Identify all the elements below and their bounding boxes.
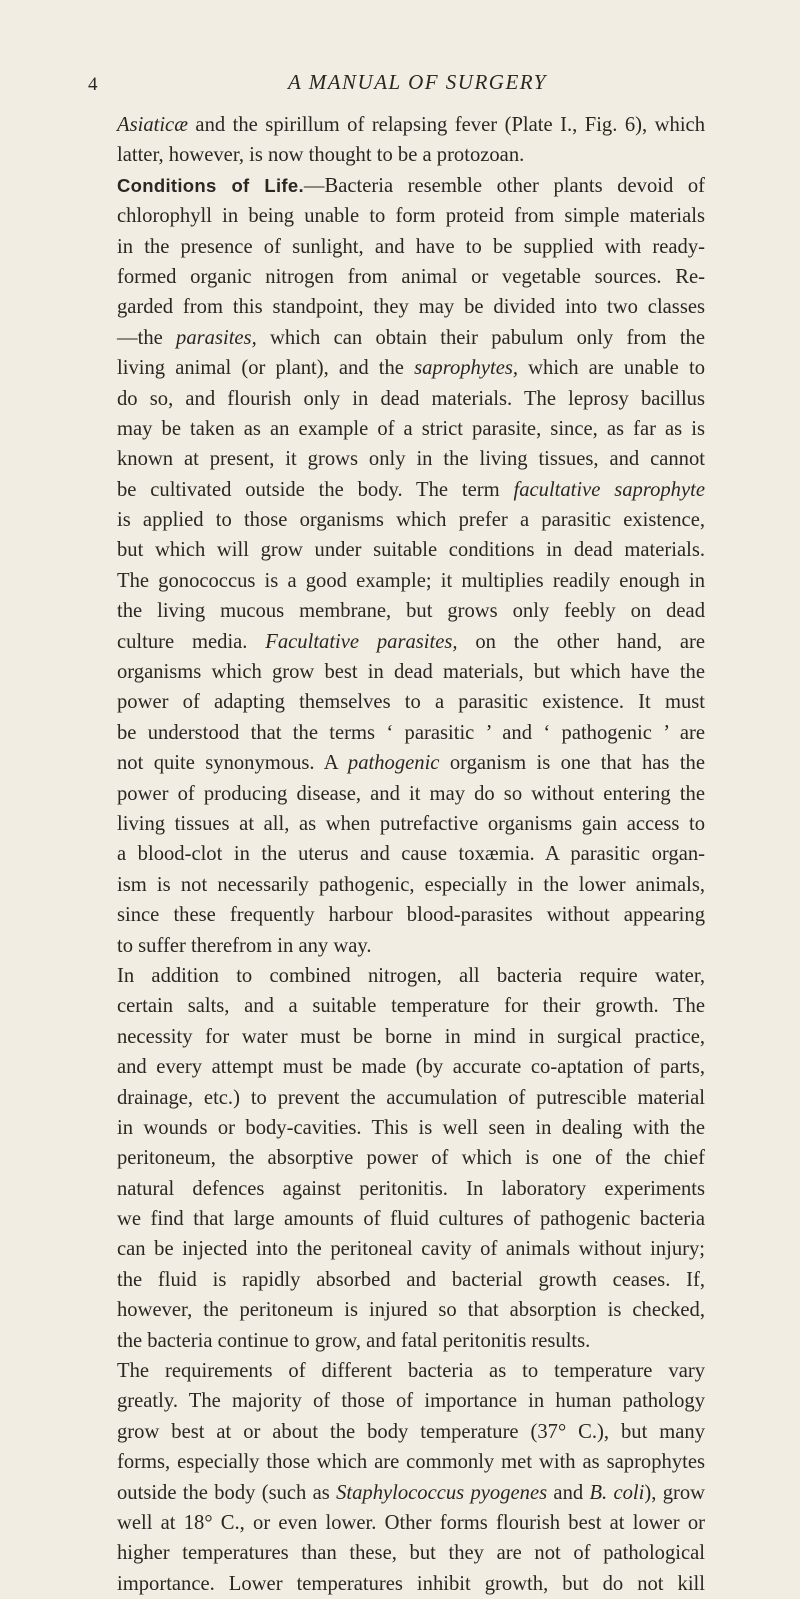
text-line xyxy=(117,1174,705,1204)
text-run: well at 18° C., or even lower. Other forms flourish best at lower or xyxy=(117,1511,705,1534)
text-run: In addition to combined nitrogen, all bacteria require water, xyxy=(117,964,705,987)
text-run: organism is one that has the xyxy=(439,752,705,775)
text-run: not quite synonymous. A xyxy=(117,752,348,775)
page-header xyxy=(0,68,800,98)
text-run: known at present, it grows only in the living tissues, and cannot xyxy=(117,448,705,471)
section-heading: Conditions of Life. xyxy=(117,174,304,196)
text-run: organisms which grow best in dead materials, but which have the xyxy=(117,661,705,684)
text-line xyxy=(117,779,705,809)
text-run: be understood that the terms ‘ parasitic ’ and ‘ pathogenic ’ are xyxy=(117,721,705,744)
text-line xyxy=(117,991,705,1021)
text-line xyxy=(117,748,705,778)
text-line xyxy=(117,687,705,717)
italic-term: B. coli xyxy=(589,1481,645,1504)
text-line xyxy=(117,1295,705,1325)
text-line xyxy=(117,1478,705,1508)
text-run: the fluid is rapidly absorbed and bacterial growth ceases. If, xyxy=(117,1268,705,1291)
text-line xyxy=(117,627,705,657)
text-run: living tissues at all, as when putrefactive organisms gain access to xyxy=(117,812,705,835)
text-line xyxy=(117,809,705,839)
text-run: The requirements of different bacteria as to temperature vary xyxy=(117,1360,705,1383)
text-line xyxy=(117,1204,705,1234)
text-run: we find that large amounts of fluid cultures of pathogenic bacteria xyxy=(117,1208,705,1231)
text-line xyxy=(117,1022,705,1052)
text-line xyxy=(117,353,705,383)
text-line xyxy=(117,1143,705,1173)
text-run: which can obtain their pabulum only from the xyxy=(256,326,705,349)
text-run: grow best at or about the body temperature (37° C.), but many xyxy=(117,1420,705,1443)
italic-term: Facultative parasites, xyxy=(265,630,458,653)
text-line xyxy=(117,323,705,353)
text-run: formed organic nitrogen from animal or vegetable sources. Re- xyxy=(117,265,705,288)
text-run: importance. Lower temperatures inhibit growth, but do not kill xyxy=(117,1572,705,1595)
text-run: the bacteria continue to grow, and fatal peritonitis results. xyxy=(117,1329,591,1352)
text-line xyxy=(117,475,705,505)
text-line xyxy=(117,535,705,565)
text-run: drainage, etc.) to prevent the accumulation of putrescible material xyxy=(117,1086,705,1109)
text-run: to suffer therefrom in any way. xyxy=(117,934,372,957)
italic-term: Staphylococcus pyogenes xyxy=(336,1481,548,1504)
text-run: but which will grow under suitable conditions in dead materials. xyxy=(117,539,705,562)
text-line xyxy=(117,262,705,292)
text-run: peritoneum, the absorptive power of which is one of the chief xyxy=(117,1147,705,1170)
text-run: may be taken as an example of a strict parasite, since, as far as is xyxy=(117,417,705,440)
text-run: a blood-clot in the uterus and cause toxæmia. A parasitic organ- xyxy=(117,843,705,866)
text-line xyxy=(117,1052,705,1082)
text-line xyxy=(117,1234,705,1264)
text-line xyxy=(117,1113,705,1143)
text-line xyxy=(117,839,705,869)
text-line xyxy=(117,1326,705,1356)
text-line xyxy=(117,505,705,535)
text-run: latter, however, is now thought to be a protozoan. xyxy=(117,144,525,167)
text-line xyxy=(117,870,705,900)
text-run: on the other hand, are xyxy=(457,630,705,653)
text-run: living animal (or plant), and the xyxy=(117,357,415,380)
text-run: which are unable to xyxy=(518,357,705,380)
text-run: can be injected into the peritoneal cavity of animals without injury; xyxy=(117,1238,705,1261)
text-line xyxy=(117,596,705,626)
text-line xyxy=(117,201,705,231)
text-line xyxy=(117,1265,705,1295)
text-run: ism is not necessarily pathogenic, especially in the lower animals, xyxy=(117,873,705,896)
text-line xyxy=(117,414,705,444)
text-line xyxy=(117,961,705,991)
text-run: garded from this standpoint, they may be divided into two classes xyxy=(117,296,705,319)
text-run: however, the peritoneum is injured so that absorption is checked, xyxy=(117,1299,705,1322)
text-line xyxy=(117,384,705,414)
text-line xyxy=(117,1417,705,1447)
text-line xyxy=(117,566,705,596)
text-run: culture media. xyxy=(117,630,266,653)
text-run: outside the body (such as xyxy=(117,1481,337,1504)
text-run: The gonococcus is a good example; it multiplies readily enough in xyxy=(117,569,705,592)
text-line xyxy=(117,931,705,961)
text-line xyxy=(117,900,705,930)
text-run: forms, especially those which are commonly met with as saprophytes xyxy=(117,1451,705,1474)
text-line xyxy=(117,1356,705,1386)
text-run: ), grow xyxy=(644,1481,706,1504)
text-run: and the spirillum of relapsing fever (Plate I., Fig. 6), which xyxy=(187,114,705,136)
text-line xyxy=(117,1386,705,1416)
text-line xyxy=(117,718,705,748)
text-run: since these frequently harbour blood-parasites without appearing xyxy=(117,904,705,927)
text-run: natural defences against peritonitis. In laboratory experiments xyxy=(117,1177,705,1200)
italic-term: saprophytes, xyxy=(414,357,519,380)
body-text xyxy=(117,110,705,1599)
text-run: is applied to those organisms which prefer a parasitic existence, xyxy=(117,509,705,532)
running-title: A MANUAL OF SURGERY xyxy=(288,70,547,94)
text-line xyxy=(117,1083,705,1113)
page-number: 4 xyxy=(88,74,98,95)
text-run: necessity for water must be borne in mind in surgical practice, xyxy=(117,1025,705,1048)
text-line xyxy=(117,657,705,687)
italic-term: facultative saprophyte xyxy=(513,478,705,501)
text-line xyxy=(117,1538,705,1568)
text-line xyxy=(117,1569,705,1599)
text-run: higher temperatures than these, but they are not of pathological xyxy=(117,1542,705,1565)
text-line xyxy=(117,1508,705,1538)
text-line xyxy=(117,110,705,140)
text-run: power of producing disease, and it may do so without entering the xyxy=(117,782,705,805)
text-run: chlorophyll in being unable to form proteid from simple materials xyxy=(117,205,705,228)
text-run: power of adapting themselves to a parasitic existence. It must xyxy=(117,691,705,714)
text-line xyxy=(117,171,705,201)
text-run: greatly. The majority of those of importance in human pathology xyxy=(117,1390,705,1413)
text-line xyxy=(117,444,705,474)
text-run: do so, and flourish only in dead materials. The leprosy bacillus xyxy=(117,387,705,410)
italic-term: pathogenic xyxy=(347,752,440,775)
text-run: and xyxy=(547,1481,590,1504)
text-run: —the xyxy=(117,326,177,349)
italic-term: parasites, xyxy=(176,326,257,349)
text-run: be cultivated outside the body. The term xyxy=(117,478,514,501)
text-line xyxy=(117,292,705,322)
text-run: —Bacteria resemble other plants devoid of xyxy=(303,174,705,197)
text-run: in the presence of sunlight, and have to be supplied with ready- xyxy=(117,235,705,258)
text-run: the living mucous membrane, but grows only feebly on dead xyxy=(117,600,705,623)
text-line xyxy=(117,1447,705,1477)
text-line xyxy=(117,140,705,170)
text-run: certain salts, and a suitable temperature for their growth. The xyxy=(117,995,705,1018)
text-line xyxy=(117,232,705,262)
italic-term: Asiaticæ xyxy=(117,114,188,136)
text-run: and every attempt must be made (by accurate co-aptation of parts, xyxy=(117,1056,705,1079)
text-run: in wounds or body-cavities. This is well seen in dealing with the xyxy=(117,1116,705,1139)
